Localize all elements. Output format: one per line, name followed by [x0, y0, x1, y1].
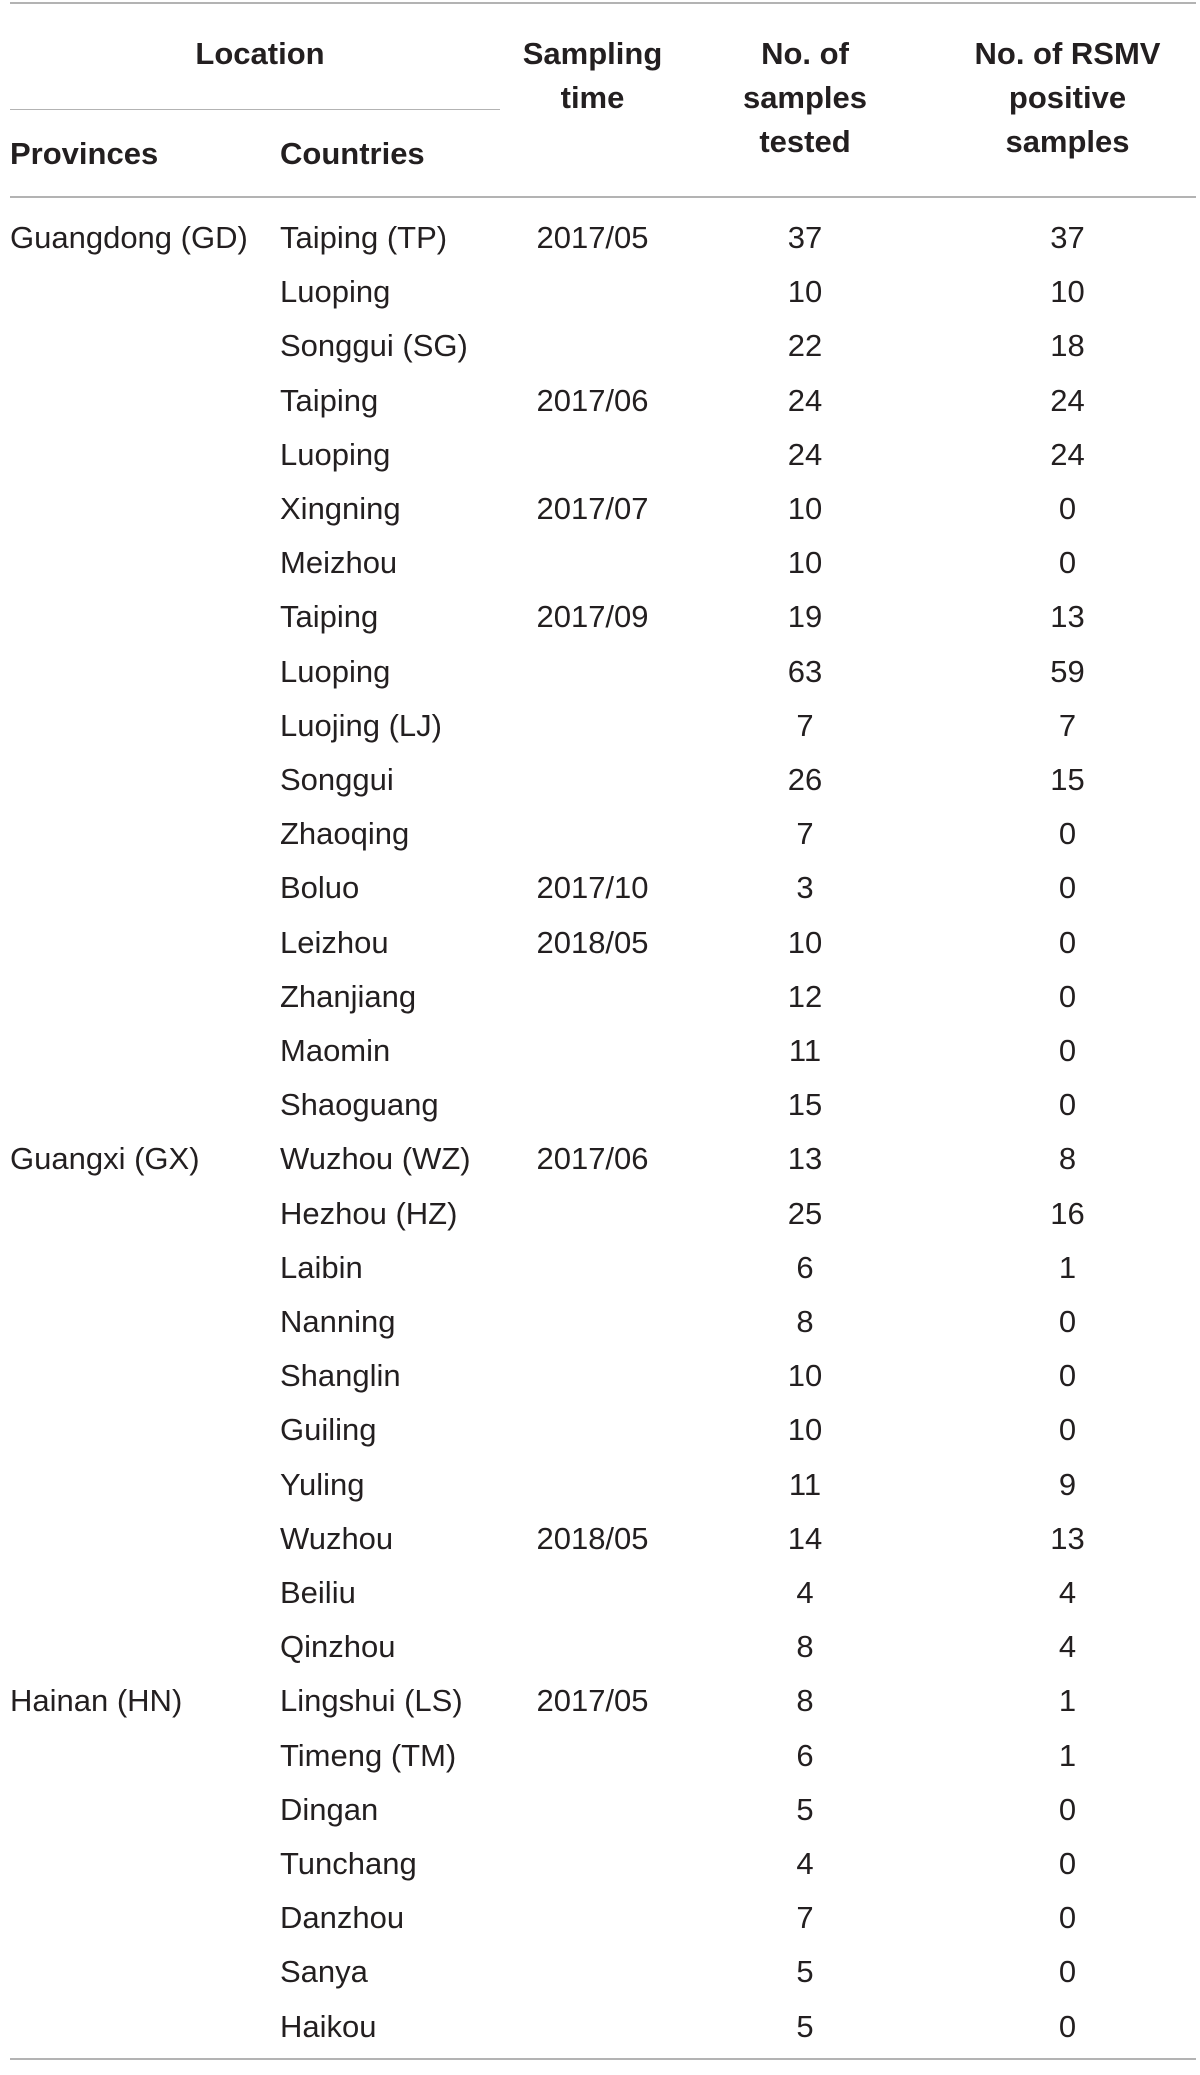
- samples-tested-cell: 37: [787, 220, 823, 255]
- samples-tested-cell: 5: [796, 1791, 814, 1827]
- table-row: [10, 482, 1196, 536]
- table-row: [10, 1729, 1196, 1783]
- samples-tested-cell: 7: [796, 816, 814, 852]
- country-cell: Leizhou: [280, 924, 389, 960]
- header-positive-line-2: positive: [1008, 80, 1127, 115]
- positive-samples-cell: 0: [1058, 870, 1077, 906]
- samples-tested-cell: 26: [787, 762, 823, 797]
- samples-tested-cell: 4: [796, 1846, 814, 1881]
- table-row: [10, 211, 1196, 265]
- positive-samples-cell: 1: [1058, 1683, 1077, 1719]
- positive-samples-cell: 10: [1050, 274, 1085, 310]
- samples-tested-cell: 10: [787, 1412, 823, 1448]
- table-row: [10, 1945, 1196, 1999]
- country-cell: Shanglin: [280, 1358, 401, 1394]
- samples-tested-cell: 10: [787, 491, 823, 526]
- table-row: [10, 2000, 1196, 2054]
- table-row: [10, 1837, 1196, 1891]
- samples-tested-cell: 10: [787, 274, 823, 310]
- positive-samples-cell: 0: [1058, 1900, 1077, 1936]
- samples-tested-cell: 22: [787, 328, 823, 364]
- country-cell: Meizhou: [280, 545, 398, 581]
- table-row: [10, 1566, 1196, 1620]
- positive-samples-cell: 0: [1058, 816, 1077, 852]
- table-row: [10, 1783, 1196, 1837]
- country-cell: Luojing (LJ): [280, 707, 442, 743]
- positive-samples-cell: 18: [1050, 328, 1085, 364]
- header-tested-line-2: samples: [742, 80, 868, 115]
- samples-tested-cell: 7: [796, 707, 814, 743]
- positive-samples-cell: 9: [1058, 1466, 1077, 1502]
- samples-tested-cell: 11: [788, 1033, 822, 1068]
- positive-samples-cell: 0: [1058, 1412, 1077, 1448]
- positive-samples-cell: 37: [1050, 220, 1085, 255]
- table-row: [10, 536, 1196, 590]
- sampling-time-cell: 2018/05: [536, 1520, 649, 1556]
- country-cell: Tunchang: [280, 1846, 417, 1881]
- country-cell: Xingning: [280, 491, 401, 526]
- table-top-rule: [10, 2, 1196, 4]
- samples-tested-cell: 15: [787, 1087, 823, 1123]
- samples-tested-cell: 12: [787, 978, 823, 1014]
- table-row: [10, 265, 1196, 319]
- country-cell: Taiping: [280, 599, 379, 635]
- table-row: [10, 1187, 1196, 1241]
- country-cell: Guiling: [280, 1412, 377, 1448]
- header-tested-line-1: No. of: [761, 36, 849, 71]
- sampling-time-cell: 2017/05: [536, 1683, 649, 1719]
- samples-tested-cell: 3: [796, 870, 814, 906]
- country-cell: Yuling: [280, 1466, 365, 1502]
- table-row: [10, 1620, 1196, 1674]
- positive-samples-cell: 0: [1058, 545, 1077, 581]
- table-row: [10, 916, 1196, 970]
- header-positive-line-1: No. of RSMV: [974, 36, 1161, 71]
- samples-tested-cell: 14: [787, 1520, 823, 1556]
- samples-tested-cell: 6: [796, 1249, 814, 1285]
- country-cell: Wuzhou (WZ): [280, 1141, 471, 1177]
- samples-tested-cell: 63: [787, 653, 823, 689]
- positive-samples-cell: 0: [1058, 2008, 1077, 2044]
- sampling-time-cell: 2017/05: [536, 220, 649, 255]
- samples-tested-cell: 6: [796, 1737, 814, 1773]
- country-cell: Nanning: [280, 1304, 396, 1339]
- country-cell: Danzhou: [280, 1900, 405, 1936]
- positive-samples-cell: 16: [1050, 1195, 1085, 1231]
- table-row: [10, 1512, 1196, 1566]
- table-row: [10, 428, 1196, 482]
- samples-tested-cell: 7: [796, 1900, 814, 1936]
- positive-samples-cell: 0: [1058, 978, 1077, 1014]
- country-cell: Luoping: [280, 436, 391, 472]
- country-cell: Zhanjiang: [280, 978, 417, 1014]
- table-row: [10, 645, 1196, 699]
- country-cell: Songgui (SG): [280, 328, 468, 364]
- sampling-time-cell: 2018/05: [536, 924, 649, 960]
- samples-tested-cell: 5: [796, 1954, 814, 1990]
- country-cell: Lingshui (LS): [280, 1683, 463, 1719]
- table-row: [10, 970, 1196, 1024]
- positive-samples-cell: 24: [1050, 436, 1085, 472]
- samples-tested-cell: 10: [787, 924, 823, 960]
- positive-samples-cell: 15: [1050, 762, 1085, 797]
- positive-samples-cell: 13: [1050, 599, 1085, 635]
- country-cell: Hezhou (HZ): [280, 1195, 458, 1231]
- positive-samples-cell: 59: [1050, 653, 1085, 689]
- country-cell: Songgui: [280, 762, 394, 797]
- table-row: [10, 807, 1196, 861]
- positive-samples-cell: 0: [1058, 924, 1077, 960]
- sampling-time-cell: 2017/06: [536, 1141, 649, 1177]
- positive-samples-cell: 0: [1058, 1954, 1077, 1990]
- positive-samples-cell: 0: [1058, 1791, 1077, 1827]
- table-row: [10, 1403, 1196, 1457]
- province-cell: Guangdong (GD): [10, 220, 248, 255]
- samples-tested-cell: 8: [796, 1683, 814, 1719]
- samples-tested-cell: 8: [796, 1304, 814, 1339]
- country-cell: Qinzhou: [280, 1629, 396, 1665]
- samples-tested-cell: 25: [787, 1195, 823, 1231]
- header-location: Location: [195, 36, 325, 71]
- samples-tested-cell: 24: [787, 436, 823, 472]
- country-cell: Wuzhou: [280, 1520, 394, 1556]
- country-cell: Zhaoqing: [280, 816, 410, 852]
- table-row: [10, 699, 1196, 753]
- table-row: [10, 1349, 1196, 1403]
- province-cell: Guangxi (GX): [10, 1141, 200, 1177]
- header-provinces: Provinces: [10, 136, 159, 171]
- positive-samples-cell: 0: [1058, 1304, 1077, 1339]
- table-row: [10, 1078, 1196, 1132]
- header-countries: Countries: [280, 136, 425, 171]
- country-cell: Shaoguang: [280, 1087, 439, 1123]
- table-row: [10, 590, 1196, 644]
- table-row: [10, 1132, 1196, 1186]
- country-cell: Boluo: [280, 870, 360, 906]
- positive-samples-cell: 1: [1058, 1249, 1077, 1285]
- table-row: [10, 374, 1196, 428]
- table-row: [10, 319, 1196, 373]
- country-cell: Beiliu: [280, 1575, 356, 1610]
- header-bottom-rule: [10, 196, 1196, 198]
- samples-tested-cell: 13: [787, 1141, 823, 1177]
- positive-samples-cell: 4: [1058, 1575, 1077, 1610]
- table-row: [10, 1674, 1196, 1728]
- positive-samples-cell: 4: [1058, 1629, 1077, 1665]
- header-sampling-time-line-2: time: [560, 80, 625, 115]
- header-tested-line-3: tested: [759, 124, 851, 159]
- positive-samples-cell: 13: [1050, 1520, 1085, 1556]
- positive-samples-cell: 0: [1058, 1358, 1077, 1394]
- table-row: [10, 753, 1196, 807]
- country-cell: Taiping (TP): [280, 220, 448, 255]
- sampling-time-cell: 2017/09: [536, 599, 649, 635]
- samples-tested-cell: 24: [787, 382, 823, 418]
- location-span-rule: [10, 109, 500, 110]
- positive-samples-cell: 8: [1058, 1141, 1077, 1177]
- table-bottom-rule: [10, 2058, 1196, 2060]
- samples-tested-cell: 5: [796, 2008, 814, 2044]
- province-cell: Hainan (HN): [10, 1683, 183, 1719]
- country-cell: Luoping: [280, 653, 391, 689]
- positive-samples-cell: 0: [1058, 1033, 1077, 1068]
- positive-samples-cell: 1: [1058, 1737, 1077, 1773]
- table-row: [10, 1891, 1196, 1945]
- samples-tested-cell: 4: [796, 1575, 814, 1610]
- country-cell: Timeng (TM): [280, 1737, 457, 1773]
- table-row: [10, 1458, 1196, 1512]
- country-cell: Laibin: [280, 1249, 363, 1285]
- sampling-time-cell: 2017/07: [536, 491, 649, 526]
- table-row: [10, 1241, 1196, 1295]
- country-cell: Sanya: [280, 1954, 368, 1990]
- sampling-time-cell: 2017/06: [536, 382, 649, 418]
- positive-samples-cell: 0: [1058, 1846, 1077, 1881]
- samples-tested-cell: 10: [787, 545, 823, 581]
- country-cell: Luoping: [280, 274, 391, 310]
- country-cell: Dingan: [280, 1791, 379, 1827]
- country-cell: Taiping: [280, 382, 379, 418]
- header-sampling-time-line-1: Sampling: [522, 36, 663, 71]
- country-cell: Maomin: [280, 1033, 391, 1068]
- samples-tested-cell: 11: [788, 1466, 822, 1502]
- samples-tested-cell: 19: [787, 599, 823, 635]
- positive-samples-cell: 7: [1058, 707, 1077, 743]
- sampling-time-cell: 2017/10: [536, 870, 649, 906]
- samples-tested-cell: 10: [787, 1358, 823, 1394]
- positive-samples-cell: 24: [1050, 382, 1085, 418]
- positive-samples-cell: 0: [1058, 491, 1077, 526]
- table-row: [10, 861, 1196, 915]
- samples-tested-cell: 8: [796, 1629, 814, 1665]
- header-positive-line-3: samples: [1005, 124, 1130, 159]
- positive-samples-cell: 0: [1058, 1087, 1077, 1123]
- country-cell: Haikou: [280, 2008, 377, 2044]
- table-row: [10, 1024, 1196, 1078]
- table-row: [10, 1295, 1196, 1349]
